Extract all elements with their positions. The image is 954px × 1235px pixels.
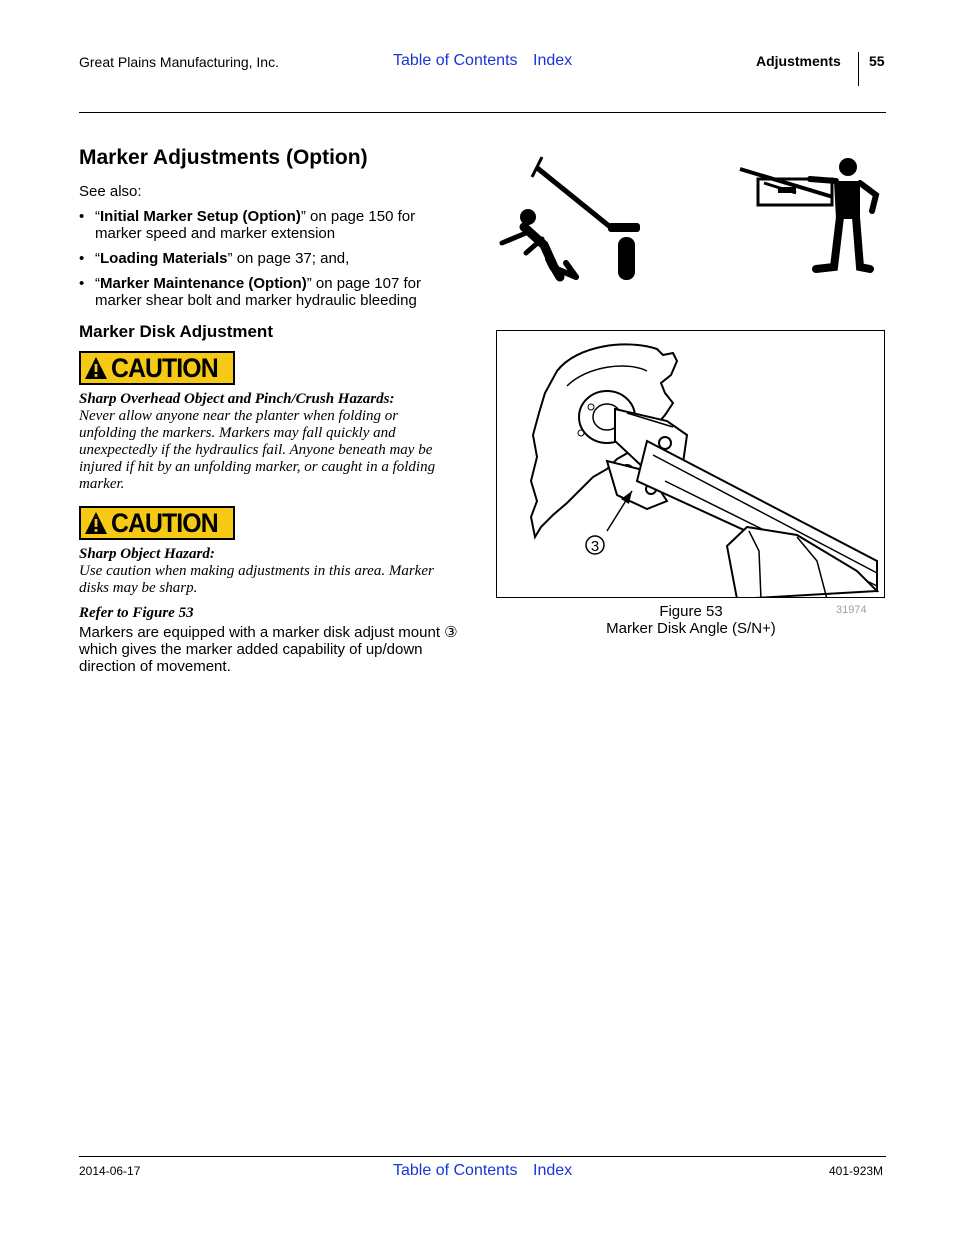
warning-triangle-icon bbox=[84, 511, 108, 535]
section-subtitle: Marker Disk Adjustment bbox=[79, 322, 273, 341]
caution-word: CAUTION bbox=[111, 352, 218, 383]
section-name: Adjustments bbox=[756, 53, 841, 69]
see-also: See also: bbox=[79, 183, 142, 200]
xref-initial-marker-setup: Initial Marker Setup (Option) bbox=[100, 208, 301, 225]
company-name: Great Plains Manufacturing, Inc. bbox=[79, 54, 279, 70]
warning-triangle-icon bbox=[84, 356, 108, 380]
figure-reference: Refer to Figure 53 bbox=[79, 605, 194, 621]
bullet-glyph: • bbox=[79, 208, 85, 225]
list-item: • “Marker Maintenance (Option)” on page 107 for marker shear bolt and marker hydraulic bleeding bbox=[79, 275, 421, 309]
hazard-title: Sharp Overhead Object and Pinch/Crush Hazards: bbox=[79, 391, 395, 407]
person-under-marker-pictogram bbox=[738, 155, 888, 275]
toc-link-header[interactable]: Table of Contents bbox=[393, 52, 518, 69]
bullet-glyph: • bbox=[79, 250, 85, 267]
caution-word: CAUTION bbox=[111, 507, 218, 538]
falling-marker-pictogram bbox=[496, 155, 646, 285]
footer-rule bbox=[79, 1156, 886, 1157]
figure-frame bbox=[496, 330, 885, 598]
caution-label bbox=[79, 351, 235, 385]
figure-id: 31974 bbox=[836, 604, 867, 616]
body-paragraph: Markers are equipped with a marker disk adjust mount ③ which gives the marker added capability of up/down direction of movement. bbox=[79, 624, 458, 675]
marker-disk-illustration bbox=[497, 331, 885, 598]
toc-link-footer[interactable]: Table of Contents bbox=[393, 1162, 518, 1179]
index-link-footer[interactable]: Index bbox=[533, 1162, 573, 1179]
page-title: Marker Adjustments (Option) bbox=[79, 146, 368, 169]
hazard-title: Sharp Object Hazard: bbox=[79, 546, 215, 562]
list-item: • “Initial Marker Setup (Option)” on page 150 for marker speed and marker extension bbox=[79, 208, 416, 242]
hazard-text: Use caution when making adjustments in this area. Marker disks may be sharp. bbox=[79, 563, 434, 596]
hazard-text: Never allow anyone near the planter when folding or unfolding the markers. Markers may fall quickly and unexpectedly if the hydraulics fail. Anyone beneath may be injured if hit by an unfolding marker, or caught in a folding marker. bbox=[79, 408, 436, 492]
xref-loading-materials: Loading Materials bbox=[100, 250, 228, 267]
header-divider bbox=[858, 52, 859, 86]
list-item: • “Loading Materials” on page 37; and, bbox=[79, 250, 350, 267]
page-number: 55 bbox=[869, 53, 885, 69]
caution-label bbox=[79, 506, 235, 540]
index-link-header[interactable]: Index bbox=[533, 52, 573, 69]
xref-marker-maintenance: Marker Maintenance (Option) bbox=[100, 275, 307, 292]
bullet-glyph: • bbox=[79, 275, 85, 292]
figure-number: Figure 53 bbox=[659, 603, 723, 620]
header-rule bbox=[79, 112, 886, 113]
doc-number: 401-923M bbox=[829, 1164, 884, 1178]
footer-date: 2014-06-17 bbox=[79, 1164, 141, 1178]
figure-caption: Marker Disk Angle (S/N+) bbox=[606, 620, 776, 637]
callout-number: 3 bbox=[590, 538, 600, 555]
